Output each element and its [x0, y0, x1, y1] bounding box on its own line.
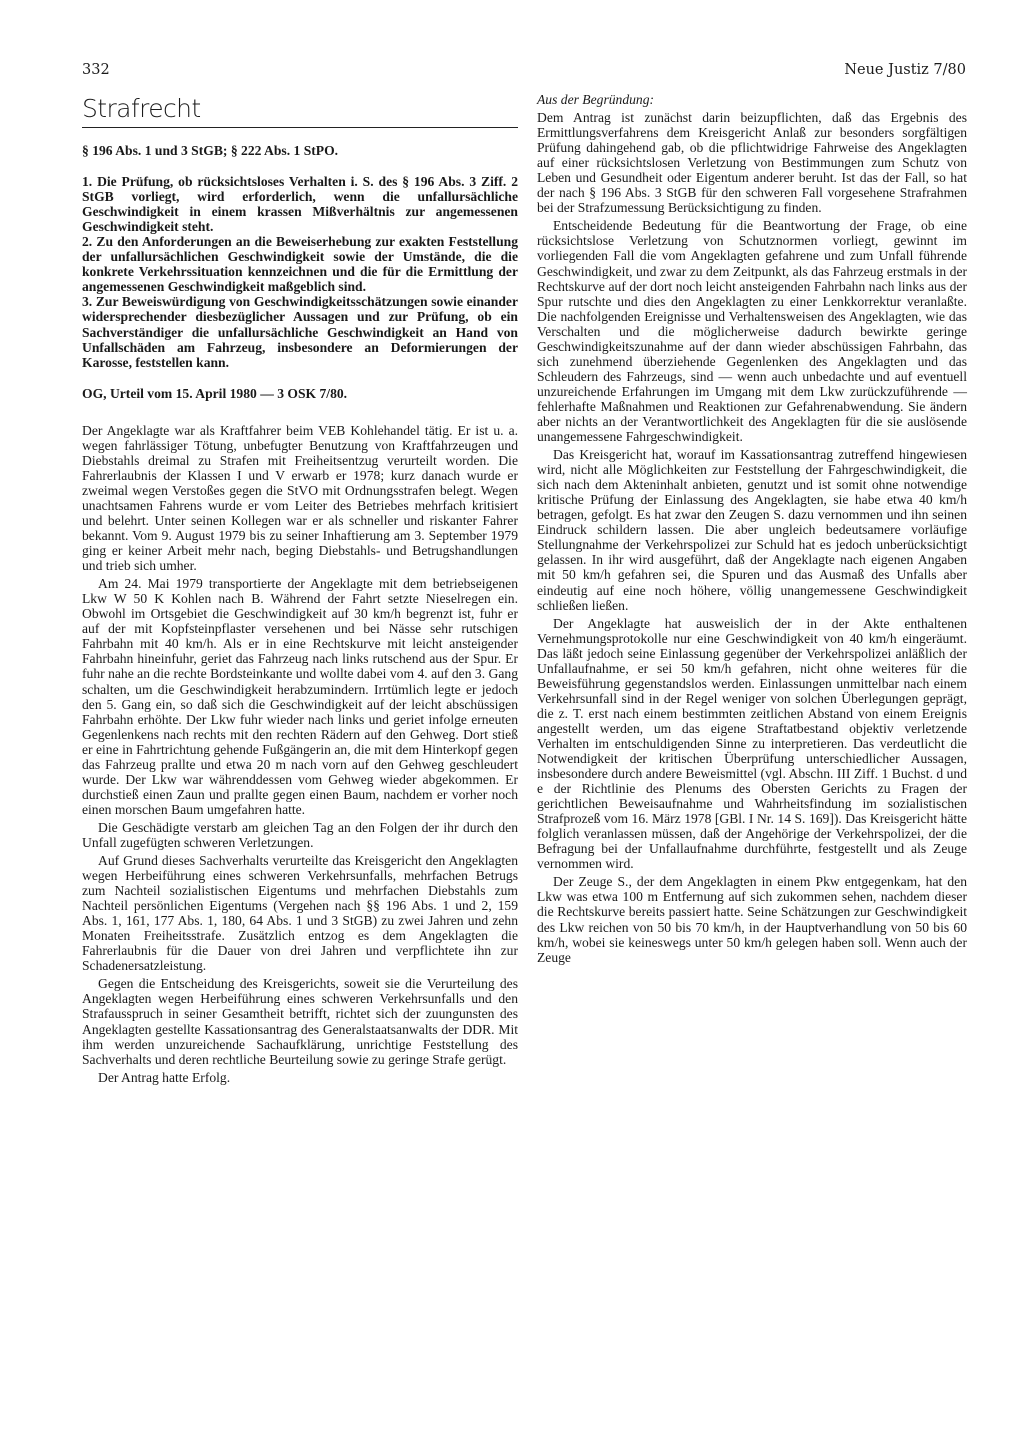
headnotes — [82, 174, 518, 370]
paragraph: Entscheidende Bedeutung für die Beantwortung der Frage, ob eine rücksichtslose Verletzung von Schutznormen vorliegt, gewinnt im vorliegenden Fall die vom Angeklagten gefahrene und zum Unfall führende Geschwindigkeit, und zwar zu dem Zeitpunkt, als das Fahrzeug erstmals in der Rechtskurve auf der dort noch leicht ansteigenden Fahrbahn nach links aus der Spur rutschte und dies den Angeklagten zu einer Lenkkorrektur veranlaßte. Die nachfolgenden Ereignisse und Verhaltensweisen des Angeklagten, wie das Verschalten und die möglicherweise dadurch bewirkte geringe Geschwindigkeitszunahme auf der dann wieder abschüssigen Fahrbahn, das sich zunehmend überziehende Gegenlenken des Angeklagten und das Schleudern des Fahrzeugs, sind — wenn auch unbedachte und auf eventuell unzureichende Erfahrungen im Umgang mit dem Lkw zurückzuführende — fehlerhafte Maßnahmen und Reaktionen zur Gefahrenabwendung. Sie ändern aber nichts an der Verantwortlichkeit des Angeklagten für die sie auslösende unangemessene Fahrgeschwindigkeit. — [537, 218, 967, 445]
running-header — [82, 60, 966, 84]
paragraph: Der Angeklagte war als Kraftfahrer beim VEB Kohlehandel tätig. Er ist u. a. wegen fahrlässiger Tötung, unbefugter Benutzung von Kraftfahrzeugen und Diebstahls dreimal zu Strafen mit Freiheitsentzug verurteilt worden. Die Fahrerlaubnis der Klassen I und V erwarb er 1978; kurz danach wurde er zweimal wegen Verstoßes gegen die StVO mit Ordnungsstrafen belegt. Wegen unachtsamen Fahrens wurde er vom Leiter des Betriebes mehrfach kritisiert und belehrt. Unter seinen Kollegen war er als schneller und riskanter Fahrer bekannt. Vom 9. August 1979 bis zu seiner Inhaftierung am 3. September 1979 ging er keiner Arbeit mehr nach, beging Diebstahls- und Betrugshandlungen und trieb sich umher. — [82, 422, 518, 574]
headnote-3: 3. Zur Beweiswürdigung von Geschwindigkeitsschätzungen sowie einander widersprechender diesbezüglicher Aussagen und zur Prüfung, ob ein Sachverständiger die unfallursächliche Geschwindigkeit an Hand von Unfallschäden am Fahrzeug, insbesondere an Deformierungen der Karosse, feststellen kann. — [82, 294, 518, 370]
facts-of-case — [82, 423, 518, 1085]
headnote-1: 1. Die Prüfung, ob rücksichtsloses Verhalten i. S. des § 196 Abs. 3 Ziff. 2 StGB vorliegt, wird erforderlich, wenn die unfallursächliche Geschwindigkeit in einem krassen Mißverhältnis zur angemessenen Geschwindigkeit steht. — [82, 174, 518, 235]
journal-issue: Neue Justiz 7/80 — [844, 62, 966, 78]
paragraph: Das Kreisgericht hat, worauf im Kassationsantrag zutreffend hingewiesen wird, nicht alle Möglichkeiten zur Feststellung der Fahrgeschwindigkeit, die sich nach dem Akteninhalt anbieten, genutzt und ist somit ohne notwendige kritische Prüfung der Einlassung des Angeklagten, sie habe etwa 40 km/h betragen, gefolgt. Es hat zwar den Zeugen S. dazu vernommen und ihn seinen Eindruck schildern lassen. Die aber ungleich bedeutsamere vorläufige Stellungnahme der Verkehrspolizei zur Schuld hat es jedoch unberücksichtigt gelassen. In ihr wird ausgeführt, daß der Angeklagte nach eigenen Angaben mit 50 km/h gefahren sei, die Spuren und das Ausmaß des Unfalls aber eindeutig auf eine noch höhere, völlig unangemessene Geschwindigkeit schließen ließen. — [537, 447, 967, 613]
paragraph: Der Antrag hatte Erfolg. — [98, 1069, 231, 1085]
headnote-2: 2. Zu den Anforderungen an die Beweiserhebung zur exakten Feststellung der unfallursächlichen Geschwindigkeit sowie der Umstände, die die konkrete Verkehrssituation kennzeichnen und die für die Ermittlung der angemessenen Geschwindigkeit maßgeblich sind. — [82, 234, 518, 295]
paragraph: Der Angeklagte hat ausweislich der in der Akte enthaltenen Vernehmungsprotokolle nur eine Geschwindigkeit von 40 km/h eingeräumt. Das läßt jedoch seine Einlassung gegenüber der Verkehrspolizei anläßlich der Unfallaufnahme, er sei 50 km/h gefahren, nicht ohne weiteres für die Beweisführung gegenstandslos werden. Einlassungen unmittelbar nach einem Verkehrsunfall sind in der Regel weniger von solchen Überlegungen geprägt, die z. T. erst nach einem bestimmten zeitlichen Abstand von einem Ereignis angestellt werden, um das eigene Straftatbestand objektiv verletzende Verhalten im entschuldigenden Sinne zu interpretieren. Das verdeutlicht die Notwendigkeit der kritischen Überprüfung unterschiedlicher Aussagen, insbesondere durch andere Beweismittel (vgl. Abschn. III Ziff. 1 Buchst. d und e der Richtlinie des Plenums des Obersten Gerichts zu Fragen der gerichtlichen Beweisaufnahme und Wahrheitsfindung im sozialistischen Strafprozeß vom 16. März 1978 [GBl. I Nr. 14 S. 169]). Das Kreisgericht hätte folglich veranlassen müssen, daß der Angehörige der Verkehrspolizei, der die Befragung bei der Unfallaufnahme durchführte, festgestellt und als Zeuge vernommen wird. — [537, 615, 967, 872]
paragraph: Am 24. Mai 1979 transportierte der Angeklagte mit dem betriebseigenen Lkw W 50 K Kohlen nach B. Während der Fahrt setzte Nieselregen ein. Obwohl im Ortsgebiet die Geschwindigkeit auf 30 km/h begrenzt ist, fuhr er auf der mit Kopfsteinpflaster versehenen und bei Nässe sehr rutschigen Fahrbahn mit 40 km/h. Als er in eine Rechtskurve mit leicht ansteigender Fahrbahn hineinfuhr, geriet das Fahrzeug nach links rutschend aus der Spur. Er fuhr nahe an die rechte Bordsteinkante und wollte dabei vom 4. auf den 3. Gang schalten, um die Geschwindigkeit herabzumindern. Irrtümlich legte er jedoch den 5. Gang ein, so daß sich die Geschwindigkeit auf der leicht abschüssigen Fahrbahn erhöhte. Der Lkw fuhr wieder nach links und geriet infolge erneuten Gegenlenkens nach rechts mit den rechten Rädern auf den Gehweg. Dort stieß er eine in Fahrtrichtung gehende Fußgängerin an, die mit dem Hinterkopf gegen das Fahrzeug prallte und etwa 20 m nach vorn auf den Gehweg geschleudert wurde. Der Lkw war währenddessen vom Gehweg wieder abgekommen. Er durchstieß einen Zaun und prallte gegen einen Baum, nachdem er vorher noch einen morschen Baum umgefahren hatte. — [82, 576, 518, 817]
paragraph: Auf Grund dieses Sachverhalts verurteilte das Kreisgericht den Angeklagten wegen Herbeiführung eines schweren Verkehrsunfalls, mehrfachen Betrugs zum Nachteil sozialistischen Eigentums und mehrfachen Diebstahls zum Nachteil persönlichen Eigentums (Vergehen nach §§ 196 Abs. 1 und 2, 159 Abs. 1, 161, 177 Abs. 1, 180, 64 Abs. 1 und 3 StGB) zu zwei Jahren und zehn Monaten Freiheitsstrafe. Zusätzlich entzog es dem Angeklagten die Fahrerlaubnis für die Dauer von drei Jahren und verpflichtete ihn zur Schadenersatzleistung. — [82, 853, 518, 974]
paragraph: Die Geschädigte verstarb am gleichen Tag an den Folgen der ihr durch den Unfall zugefügten schweren Verletzungen. — [82, 819, 518, 850]
paragraph: Dem Antrag ist zunächst darin beizupflichten, daß das Ergebnis des Ermittlungsverfahrens dem Kreisgericht Anlaß zur besonders sorgfältigen Prüfung dahingehend gab, ob die pflichtwidrige Fahrweise des Angeklagten auf einer rücksichtslosen Verletzung von Bestimmungen zum Schutz von Leben und Gesundheit oder Eigentum anderer beruht. Ist das der Fall, so hat der nach § 196 Abs. 3 StGB für den schweren Fall vorgesehene Strafrahmen bei der Strafzumessung Berücksichtigung zu finden. — [537, 110, 967, 216]
reasoning-subheading: Aus der Begründung: — [537, 92, 655, 107]
legal-citation: § 196 Abs. 1 und 3 StGB; § 222 Abs. 1 StPO. — [82, 143, 339, 158]
court-ruling-reference: OG, Urteil vom 15. April 1980 — 3 OSK 7/80. — [82, 385, 348, 401]
page-number: 332 — [82, 62, 110, 78]
paragraph: Gegen die Entscheidung des Kreisgerichts, soweit sie die Verurteilung des Angeklagten wegen Herbeiführung eines schweren Verkehrsunfalls und den Strafausspruch in seiner Gesamtheit betrifft, richtet sich der zuungunsten des Angeklagten gestellte Kassationsantrag des Generalstaatsanwalts der DDR. Mit ihm werden unzureichende Sachaufklärung, unrichtige Feststellung des Sachverhalts und deren rechtliche Beurteilung sowie zu geringe Strafe gerügt. — [82, 976, 518, 1067]
left-column — [82, 94, 518, 1088]
right-column — [537, 92, 967, 968]
section-title: Strafrecht — [82, 94, 518, 128]
paragraph: Der Zeuge S., der dem Angeklagten in einem Pkw entgegenkam, hat den Lkw was etwa 100 m Entfernung auf sich zukommen sehen, nachdem dieser die Rechtskurve bereits passiert hatte. Seine Schätzungen zur Geschwindigkeit des Lkw reichen von 50 bis 70 km/h, in der Hauptverhandlung von 50 bis 60 km/h, wobei sie keineswegs unter 50 km/h gelegen haben soll. Wenn auch der Zeuge — [537, 874, 967, 965]
